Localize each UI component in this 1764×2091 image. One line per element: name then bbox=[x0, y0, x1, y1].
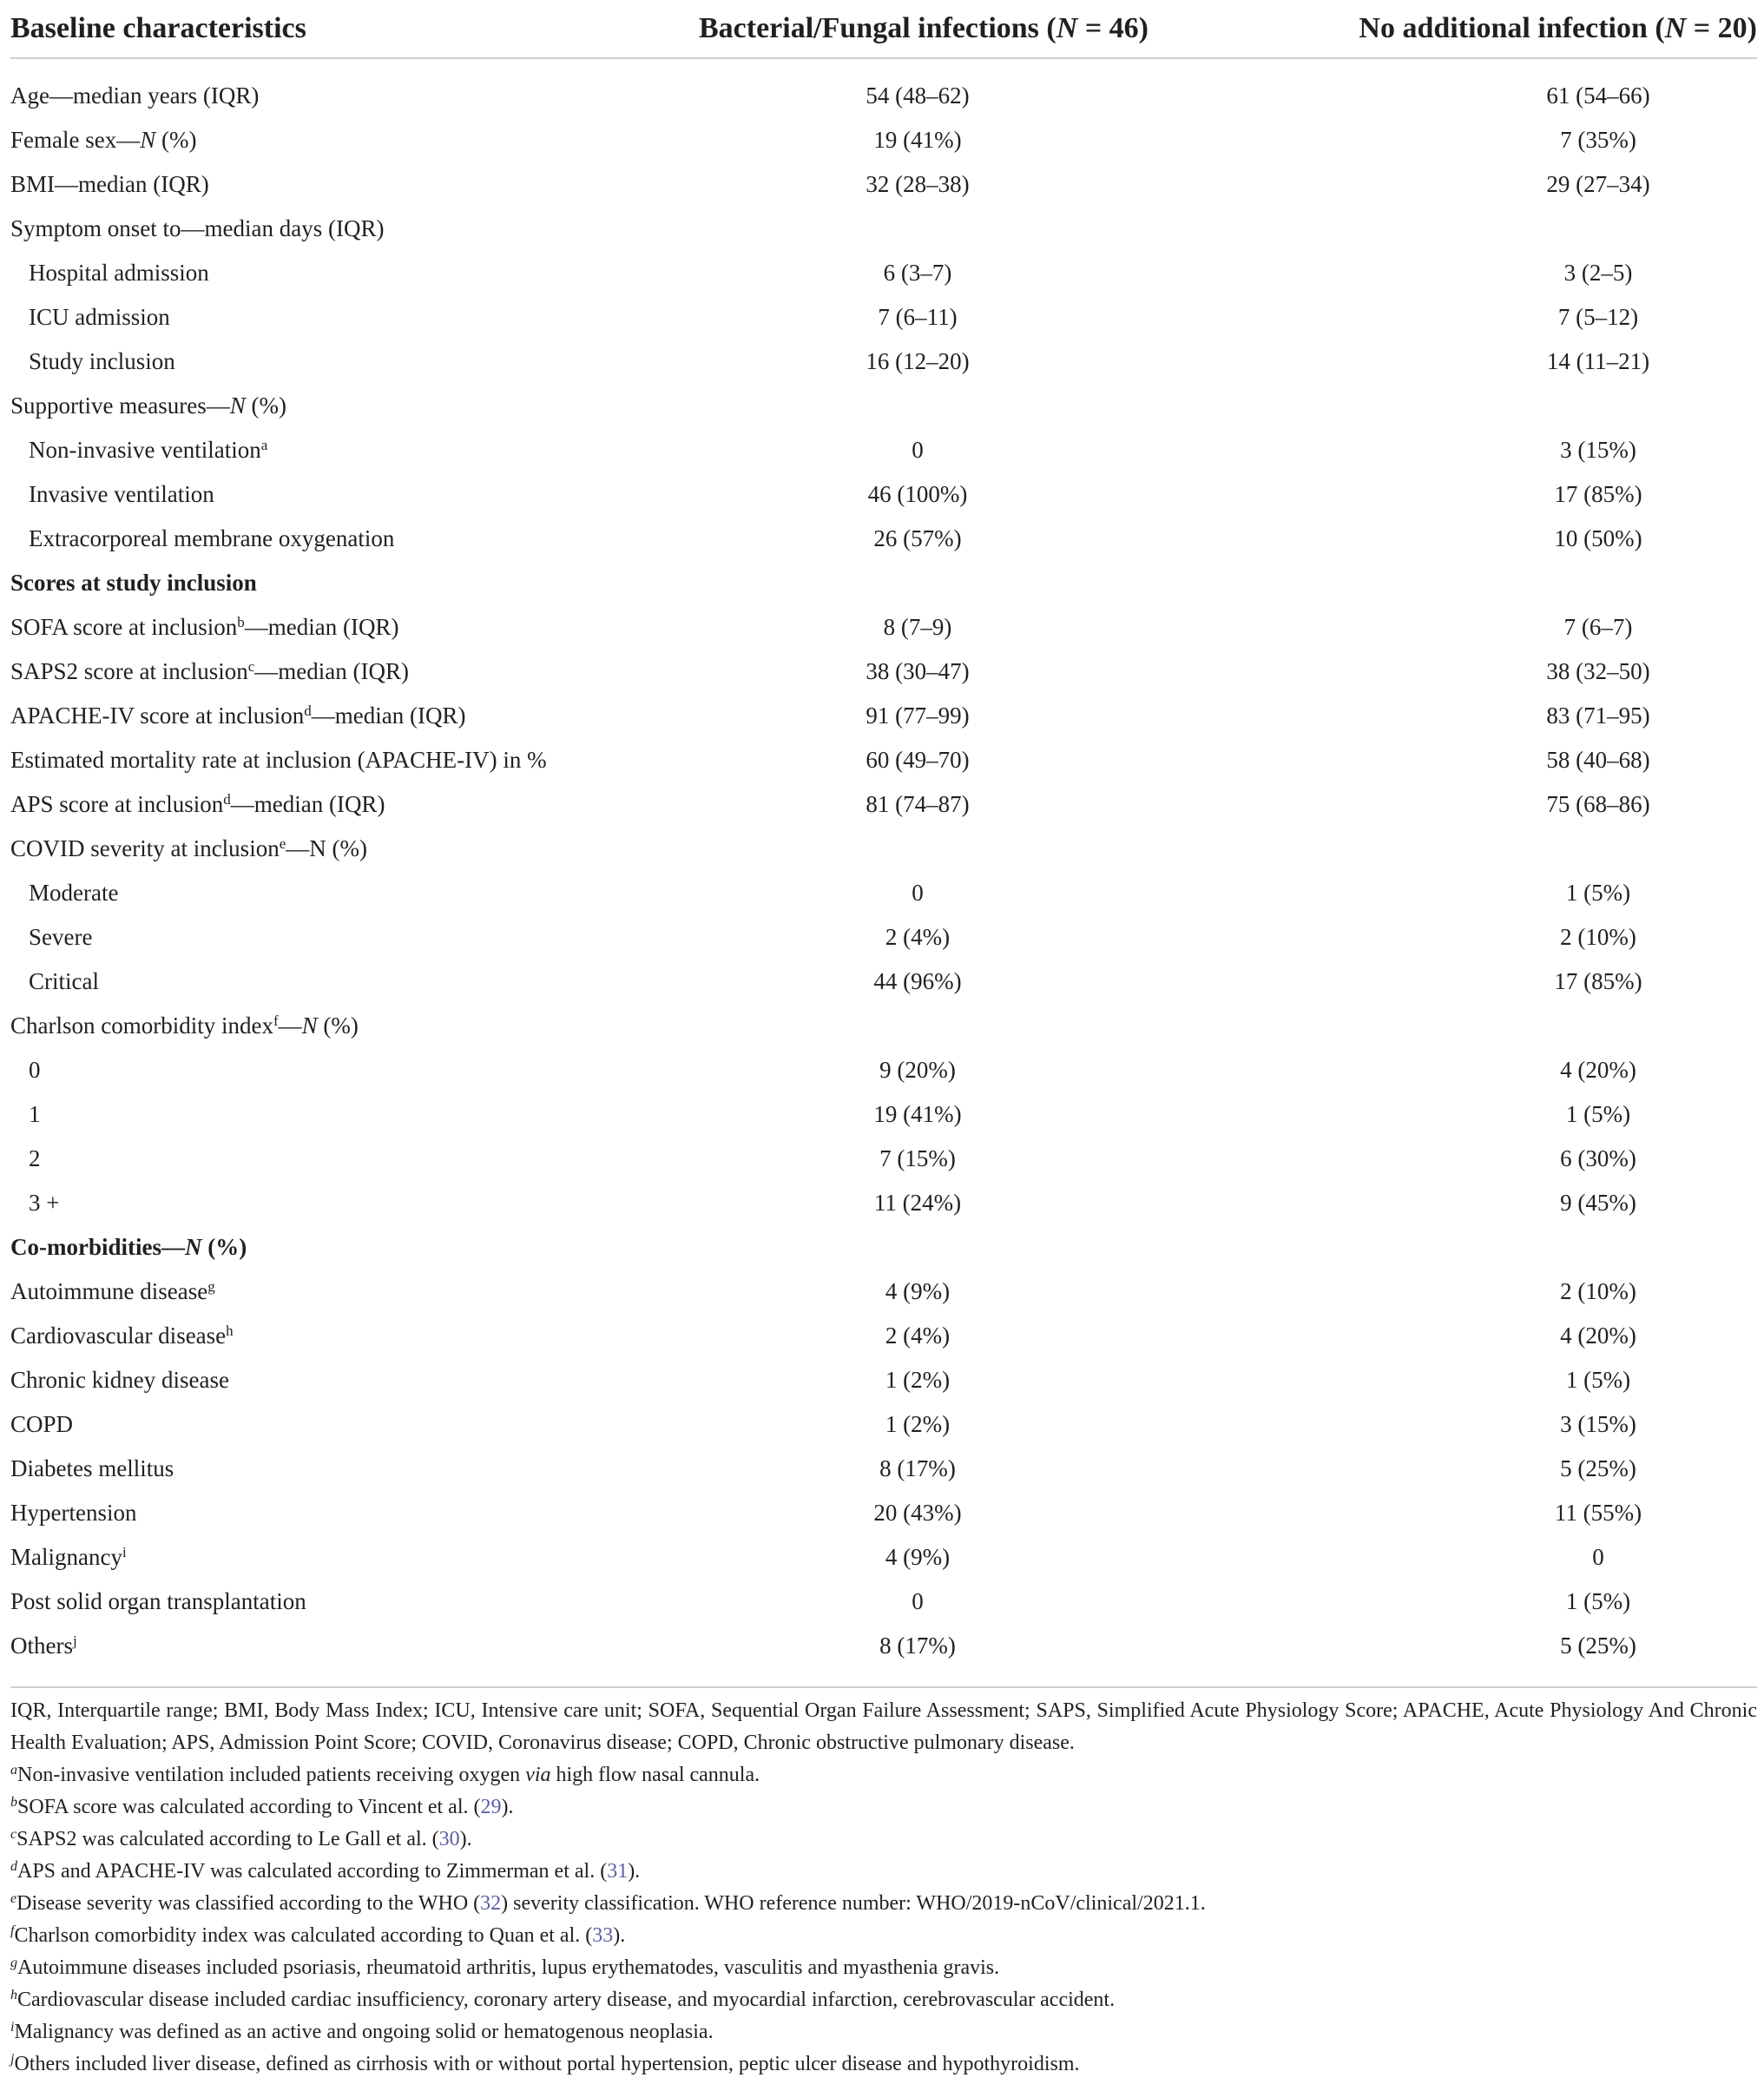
table-row bbox=[10, 118, 1757, 162]
table-row bbox=[10, 1048, 1757, 1092]
row-label: Diabetes mellitus bbox=[10, 1455, 174, 1481]
footnote-marker: a bbox=[260, 437, 268, 453]
footnote-j: $^j$Others included liver disease, defined as cirrhosis with or without portal hypertension, peptic ulcer disease and hypothyroidism. bbox=[10, 2052, 1080, 2075]
row-label: Non-invasive ventilation$^a$ bbox=[29, 437, 268, 463]
table-section-row bbox=[10, 827, 1757, 871]
cell-group1: 20 (43%) bbox=[873, 1500, 962, 1526]
cell-group1: 0 bbox=[912, 1588, 924, 1614]
cell-group1: 2 (4%) bbox=[885, 1323, 951, 1349]
row-label: SOFA score at inclusion$^b$—median (IQR) bbox=[10, 614, 399, 640]
footnote-b: $^b$SOFA score was calculated according to Vincent et al. (29). bbox=[10, 1795, 514, 1818]
cell-group2: 9 (45%) bbox=[1560, 1190, 1636, 1216]
row-label: Cardiovascular disease$^h$ bbox=[10, 1323, 234, 1349]
footnote-abbreviations: IQR, Interquartile range; BMI, Body Mass Index; ICU, Intensive care unit; SOFA, Sequential Organ Failure Assessment; SAPS, Simplified Acute Physiology Score; APACHE, Acute Physiology And Chronic Health Evaluation; APS, Admission Point Score; COVID, Coronavirus disease; COPD, Chronic obstructive pulmonary disease. bbox=[10, 1699, 1757, 1754]
cell-group1: 0 bbox=[912, 437, 924, 463]
row-label: COPD bbox=[10, 1411, 74, 1437]
footnote-marker: e bbox=[279, 835, 286, 852]
table-row bbox=[10, 1137, 1757, 1181]
cell-group2: 17 (85%) bbox=[1554, 481, 1642, 507]
cell-group2: 3 (15%) bbox=[1560, 1411, 1636, 1437]
cell-group2: 1 (5%) bbox=[1565, 880, 1631, 906]
table-row bbox=[10, 915, 1757, 960]
row-label: Chronic kidney disease bbox=[10, 1367, 229, 1393]
row-label: 3 + bbox=[29, 1190, 60, 1216]
cell-group2: 38 (32–50) bbox=[1546, 658, 1650, 684]
row-label: Age—median years (IQR) bbox=[10, 82, 260, 109]
table-section-row bbox=[10, 561, 1757, 605]
row-label: Moderate bbox=[29, 880, 119, 906]
footnote-h: $^h$Cardiovascular disease included cardiac insufficiency, coronary artery disease, and myocardial infarction, cerebrovascular accident. bbox=[10, 1988, 1116, 2011]
cell-group1: 2 (4%) bbox=[885, 924, 951, 950]
footnote-marker: d bbox=[304, 702, 312, 719]
cell-group1: 26 (57%) bbox=[873, 525, 962, 551]
table-section-row bbox=[10, 1004, 1757, 1048]
reference-link[interactable]: 31 bbox=[607, 1860, 629, 1883]
row-label: Symptom onset to—median days (IQR) bbox=[10, 215, 385, 241]
cell-group2: 5 (25%) bbox=[1560, 1633, 1636, 1659]
reference-link[interactable]: 33 bbox=[592, 1924, 614, 1947]
row-label: Autoimmune disease$^g$ bbox=[10, 1278, 215, 1304]
row-label: Study inclusion bbox=[29, 348, 175, 374]
cell-group2: 11 (55%) bbox=[1554, 1500, 1642, 1526]
row-label: 1 bbox=[29, 1101, 41, 1127]
reference-link[interactable]: 29 bbox=[480, 1796, 502, 1818]
table-row bbox=[10, 1535, 1757, 1580]
row-label: ICU admission bbox=[29, 304, 170, 330]
header-group1-name: Bacterial/Fungal infections ( bbox=[699, 12, 1056, 44]
baseline-characteristics-table bbox=[10, 0, 1757, 1688]
row-label: Hospital admission bbox=[29, 260, 209, 286]
cell-group2: 3 (2–5) bbox=[1563, 260, 1633, 286]
cell-group1: 4 (9%) bbox=[885, 1544, 951, 1570]
cell-group1: 46 (100%) bbox=[867, 481, 968, 507]
footnote-g: $^g$Autoimmune diseases included psoriasis, rheumatoid arthritis, lupus erythematodes, vasculitis and myasthenia gravis. bbox=[10, 1956, 1000, 1979]
footnote-marker: b bbox=[237, 614, 245, 630]
cell-group2: 75 (68–86) bbox=[1546, 791, 1650, 817]
cell-group2: 7 (35%) bbox=[1560, 127, 1636, 153]
footnote-marker: g bbox=[207, 1278, 215, 1295]
cell-group1: 6 (3–7) bbox=[883, 260, 952, 286]
cell-group1: 32 (28–38) bbox=[866, 171, 970, 197]
cell-group1: 11 (24%) bbox=[873, 1190, 962, 1216]
cell-group2: 7 (5–12) bbox=[1557, 304, 1639, 330]
header-no-additional-infection bbox=[1269, 0, 1757, 58]
cell-group2: 6 (30%) bbox=[1560, 1145, 1636, 1171]
cell-group2: 5 (25%) bbox=[1560, 1455, 1636, 1481]
footnote-marker: d bbox=[223, 791, 231, 808]
row-label: 2 bbox=[29, 1145, 41, 1171]
cell-group1: 7 (6–11) bbox=[878, 304, 958, 330]
row-label: SAPS2 score at inclusion$^c$—median (IQR) bbox=[10, 658, 409, 684]
table-row bbox=[10, 1624, 1757, 1668]
cell-group2: 7 (6–7) bbox=[1563, 614, 1633, 640]
table-row bbox=[10, 74, 1757, 118]
footnote-i: $^i$Malignancy was defined as an active and ongoing solid or hematogenous neoplasia. bbox=[10, 2020, 714, 2043]
cell-group2: 4 (20%) bbox=[1560, 1323, 1636, 1349]
header-group2-name: No additional infection ( bbox=[1359, 12, 1665, 44]
section-heading-comorbidities: Co-morbidities—N (%) bbox=[10, 1234, 247, 1260]
footnote-d: $^d$APS and APACHE-IV was calculated according to Zimmerman et al. (31). bbox=[10, 1859, 641, 1883]
cell-group2: 0 bbox=[1592, 1544, 1604, 1570]
table-row bbox=[10, 1314, 1757, 1358]
table-row bbox=[10, 1402, 1757, 1447]
footnote-marker: i bbox=[122, 1544, 127, 1560]
table-row bbox=[10, 295, 1757, 340]
table-section-row bbox=[10, 207, 1757, 251]
row-label: BMI—median (IQR) bbox=[10, 171, 209, 197]
reference-link[interactable]: 30 bbox=[438, 1828, 460, 1850]
section-heading-scores: Scores at study inclusion bbox=[10, 570, 257, 596]
table-row bbox=[10, 428, 1757, 472]
table-row bbox=[10, 1181, 1757, 1225]
cell-group2: 1 (5%) bbox=[1565, 1588, 1631, 1614]
table-row bbox=[10, 517, 1757, 561]
cell-group1: 8 (17%) bbox=[879, 1455, 956, 1481]
cell-group2: 2 (10%) bbox=[1560, 924, 1636, 950]
cell-group1: 60 (49–70) bbox=[866, 747, 970, 773]
cell-group2: 83 (71–95) bbox=[1546, 702, 1650, 729]
table-spacer bbox=[10, 58, 1757, 74]
table-bottom-rule bbox=[10, 1668, 1757, 1687]
cell-group1: 91 (77–99) bbox=[866, 702, 970, 729]
footnote-a: $^a$Non-invasive ventilation included patients receiving oxygen via high flow nasal cannula. bbox=[10, 1763, 760, 1786]
table-row bbox=[10, 694, 1757, 738]
table-section-row bbox=[10, 384, 1757, 428]
table-row bbox=[10, 782, 1757, 827]
footnote-marker: f bbox=[273, 1013, 279, 1029]
cell-group1: 1 (2%) bbox=[885, 1367, 951, 1393]
cell-group1: 19 (41%) bbox=[873, 1101, 962, 1127]
cell-group2: 3 (15%) bbox=[1560, 437, 1636, 463]
cell-group1: 54 (48–62) bbox=[866, 82, 970, 109]
table-row bbox=[10, 1491, 1757, 1535]
cell-group1: 4 (9%) bbox=[885, 1278, 951, 1304]
cell-group2: 61 (54–66) bbox=[1546, 82, 1650, 109]
footnote-marker: c bbox=[247, 658, 255, 675]
row-label: Critical bbox=[29, 968, 99, 994]
cell-group1: 19 (41%) bbox=[873, 127, 962, 153]
row-label: Invasive ventilation bbox=[29, 481, 214, 507]
footnote-f: $^f$Charlson comorbidity index was calculated according to Quan et al. (33). bbox=[10, 1923, 626, 1947]
row-label: Hypertension bbox=[10, 1500, 137, 1526]
table-row bbox=[10, 605, 1757, 650]
header-bacterial-fungal bbox=[566, 0, 1269, 58]
table-row bbox=[10, 251, 1757, 295]
cell-group2: 10 (50%) bbox=[1554, 525, 1642, 551]
cell-group2: 58 (40–68) bbox=[1546, 747, 1650, 773]
cell-group1: 81 (74–87) bbox=[866, 791, 970, 817]
row-label: Supportive measures—N (%) bbox=[10, 392, 286, 419]
cell-group1: 16 (12–20) bbox=[866, 348, 970, 374]
cell-group1: 0 bbox=[912, 880, 924, 906]
row-label: Severe bbox=[29, 924, 93, 950]
table-row bbox=[10, 1358, 1757, 1402]
table-footnotes bbox=[10, 1695, 1757, 2081]
table-row bbox=[10, 162, 1757, 207]
table-section-row bbox=[10, 1225, 1757, 1270]
header-baseline-characteristics: Baseline characteristics bbox=[10, 0, 566, 58]
cell-group1: 44 (96%) bbox=[873, 968, 962, 994]
table-row bbox=[10, 871, 1757, 915]
footnote-marker: j bbox=[72, 1633, 77, 1649]
table-row bbox=[10, 472, 1757, 517]
footnote-e: $^e$Disease severity was classified according to the WHO (32) severity classification. WHO reference number: WHO/2019-nCoV/clinical/2021.1. bbox=[10, 1891, 1206, 1915]
cell-group2: 14 (11–21) bbox=[1546, 348, 1650, 374]
cell-group2: 4 (20%) bbox=[1560, 1057, 1636, 1083]
header-group2-n-symbol: N bbox=[1664, 12, 1687, 44]
table-row bbox=[10, 738, 1757, 782]
reference-link[interactable]: 32 bbox=[480, 1892, 502, 1915]
cell-group1: 1 (2%) bbox=[885, 1411, 951, 1437]
cell-group1: 8 (17%) bbox=[879, 1633, 956, 1659]
table-row bbox=[10, 1447, 1757, 1491]
row-label: Post solid organ transplantation bbox=[10, 1588, 306, 1614]
cell-group1: 7 (15%) bbox=[879, 1145, 956, 1171]
table-row bbox=[10, 340, 1757, 384]
row-label: COVID severity at inclusion$^e$—N (%) bbox=[10, 835, 367, 861]
cell-group1: 38 (30–47) bbox=[866, 658, 970, 684]
cell-group2: 17 (85%) bbox=[1554, 968, 1642, 994]
table-header-row bbox=[10, 0, 1757, 58]
table-row bbox=[10, 650, 1757, 694]
table-row bbox=[10, 960, 1757, 1004]
footnote-marker: h bbox=[226, 1323, 234, 1339]
header-group1-n-value: = 46) bbox=[1077, 12, 1149, 44]
row-label: Extracorporeal membrane oxygenation bbox=[29, 525, 395, 551]
row-label: APACHE-IV score at inclusion$^d$—median (IQR) bbox=[10, 702, 466, 729]
row-label: Others$^j$ bbox=[10, 1633, 77, 1659]
table-row bbox=[10, 1580, 1757, 1624]
cell-group1: 8 (7–9) bbox=[883, 614, 952, 640]
row-label: Malignancy$^i$ bbox=[10, 1544, 127, 1570]
cell-group2: 1 (5%) bbox=[1565, 1101, 1631, 1127]
row-label: APS score at inclusion$^d$—median (IQR) bbox=[10, 791, 385, 817]
header-group1-n-symbol: N bbox=[1056, 12, 1078, 44]
row-label: Female sex—N (%) bbox=[10, 127, 197, 153]
cell-group2: 1 (5%) bbox=[1565, 1367, 1631, 1393]
row-label: 0 bbox=[29, 1057, 41, 1083]
footnote-c: $^c$SAPS2 was calculated according to Le Gall et al. (30). bbox=[10, 1827, 472, 1850]
header-group2-n-value: = 20) bbox=[1686, 12, 1757, 44]
cell-group1: 9 (20%) bbox=[879, 1057, 956, 1083]
table-row bbox=[10, 1270, 1757, 1314]
cell-group2: 29 (27–34) bbox=[1546, 171, 1650, 197]
table-row bbox=[10, 1092, 1757, 1137]
row-label: Estimated mortality rate at inclusion (APACHE-IV) in % bbox=[10, 747, 547, 773]
cell-group2: 2 (10%) bbox=[1560, 1278, 1636, 1304]
row-label: Charlson comorbidity index$^f$—N (%) bbox=[10, 1013, 359, 1039]
